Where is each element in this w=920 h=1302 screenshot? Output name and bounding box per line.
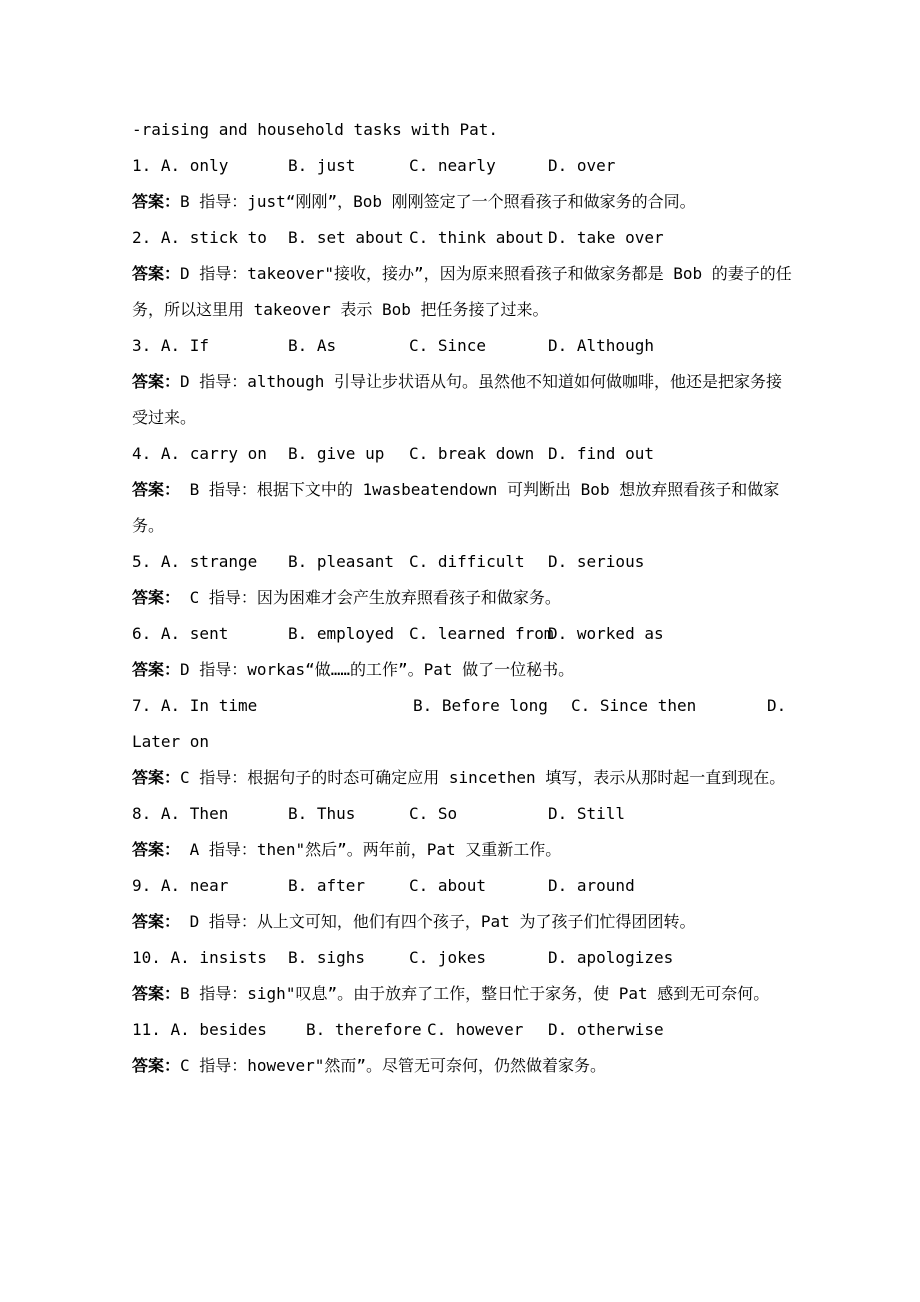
option-a: 9. A. near xyxy=(132,876,229,895)
answer-label: 答案： xyxy=(132,588,181,607)
option-d: D. xyxy=(767,696,787,715)
question-7 xyxy=(132,688,792,724)
question-3 xyxy=(132,328,792,364)
answer-9 xyxy=(132,904,792,940)
option-b: B. Before long xyxy=(413,696,548,715)
intro-line: -raising and household tasks with Pat. xyxy=(132,120,499,139)
answer-4 xyxy=(132,472,792,544)
option-a: 7. A. In time xyxy=(132,696,258,715)
option-a: 2. A. stick to xyxy=(132,228,267,247)
option-a: 4. A. carry on xyxy=(132,444,267,463)
answer-text: B 指导：just“刚刚”，Bob 刚刚签定了一个照看孩子和做家务的合同。 xyxy=(180,192,696,211)
answer-3 xyxy=(132,364,792,436)
answer-1 xyxy=(132,184,792,220)
answer-label: 答案： xyxy=(132,660,181,679)
option-b: B. Thus xyxy=(288,804,356,823)
option-d: D. Although xyxy=(548,336,654,355)
answer-10 xyxy=(132,976,792,1012)
option-c: C. think about xyxy=(409,228,544,247)
option-c: C. about xyxy=(409,876,487,895)
option-c: C. So xyxy=(409,804,458,823)
option-d: D. apologizes xyxy=(548,948,674,967)
answer-7 xyxy=(132,760,792,796)
option-a: 10. A. insists xyxy=(132,948,267,967)
option-a: 6. A. sent xyxy=(132,624,229,643)
option-b: B. set about xyxy=(288,228,404,247)
option-c: C. learned from xyxy=(409,624,554,643)
answer-text: A 指导：then"然后”。两年前，Pat 又重新工作。 xyxy=(180,840,562,859)
option-c: C. difficult xyxy=(409,552,525,571)
answer-label: 答案： xyxy=(132,192,181,211)
answer-2 xyxy=(132,256,792,328)
option-d: D. take over xyxy=(548,228,664,247)
question-10 xyxy=(132,940,792,976)
option-b: B. after xyxy=(288,876,366,895)
option-d: D. serious xyxy=(548,552,645,571)
question-11 xyxy=(132,1012,792,1048)
answer-label: 答案： xyxy=(132,912,181,931)
option-d: D. Still xyxy=(548,804,626,823)
answer-label: 答案： xyxy=(132,372,181,391)
option-a: 3. A. If xyxy=(132,336,210,355)
answer-label: 答案： xyxy=(132,840,181,859)
option-d: D. worked as xyxy=(548,624,664,643)
answer-label: 答案： xyxy=(132,264,181,283)
question-4 xyxy=(132,436,792,472)
option-a: 5. A. strange xyxy=(132,552,258,571)
option-b: B. therefore xyxy=(306,1020,422,1039)
answer-5 xyxy=(132,580,792,616)
option-b: B. sighs xyxy=(288,948,366,967)
option-d: D. find out xyxy=(548,444,654,463)
option-c: C. Since then xyxy=(571,696,697,715)
answer-text: B 指导：根据下文中的 1wasbeatendown 可判断出 Bob 想放弃照看孩子和做家务。 xyxy=(132,480,780,535)
answer-label: 答案： xyxy=(132,480,181,499)
option-b: B. give up xyxy=(288,444,385,463)
option-b: B. employed xyxy=(288,624,394,643)
question-5 xyxy=(132,544,792,580)
option-a: 11. A. besides xyxy=(132,1020,267,1039)
option-c: C. nearly xyxy=(409,156,496,175)
answer-11 xyxy=(132,1048,792,1084)
question-1 xyxy=(132,148,792,184)
answer-text: D 指导：从上文可知，他们有四个孩子，Pat 为了孩子们忙得团团转。 xyxy=(180,912,696,931)
answer-8 xyxy=(132,832,792,868)
option-d: D. around xyxy=(548,876,635,895)
option-c: C. jokes xyxy=(409,948,487,967)
option-d: D. otherwise xyxy=(548,1020,664,1039)
document-page xyxy=(132,112,792,1084)
option-c: C. break down xyxy=(409,444,535,463)
answer-label: 答案： xyxy=(132,768,181,787)
option-b: B. As xyxy=(288,336,337,355)
question-2 xyxy=(132,220,792,256)
answer-label: 答案： xyxy=(132,1056,181,1075)
question-6 xyxy=(132,616,792,652)
answer-6 xyxy=(132,652,792,688)
option-b: B. pleasant xyxy=(288,552,394,571)
answer-text: C 指导：因为困难才会产生放弃照看孩子和做家务。 xyxy=(180,588,561,607)
option-b: B. just xyxy=(288,156,356,175)
answer-label: 答案： xyxy=(132,984,181,1003)
answer-text: C 指导：根据句子的时态可确定应用 sincethen 填写，表示从那时起一直到现在。 xyxy=(180,768,786,787)
answer-text: B 指导：sigh"叹息”。由于放弃了工作，整日忙于家务，使 Pat 感到无可奈何。 xyxy=(180,984,770,1003)
option-a: 8. A. Then xyxy=(132,804,229,823)
question-8 xyxy=(132,796,792,832)
option-a: 1. A. only xyxy=(132,156,229,175)
option-c: C. however xyxy=(427,1020,524,1039)
answer-text: D 指导：workas“做……的工作”。Pat 做了一位秘书。 xyxy=(180,660,575,679)
option-d: D. over xyxy=(548,156,616,175)
answer-text: D 指导：takeover"接收，接办”，因为原来照看孩子和做家务都是 Bob 的妻子的任务，所以这里用 takeover 表示 Bob 把任务接了过来。 xyxy=(132,264,792,319)
option-c: C. Since xyxy=(409,336,487,355)
question-9 xyxy=(132,868,792,904)
question-7-wrap: Later on xyxy=(132,732,210,751)
answer-text: C 指导：however"然而”。尽管无可奈何，仍然做着家务。 xyxy=(180,1056,606,1075)
answer-text: D 指导：although 引导让步状语从句。虽然他不知道如何做咖啡，他还是把家务接受过来。 xyxy=(132,372,782,427)
